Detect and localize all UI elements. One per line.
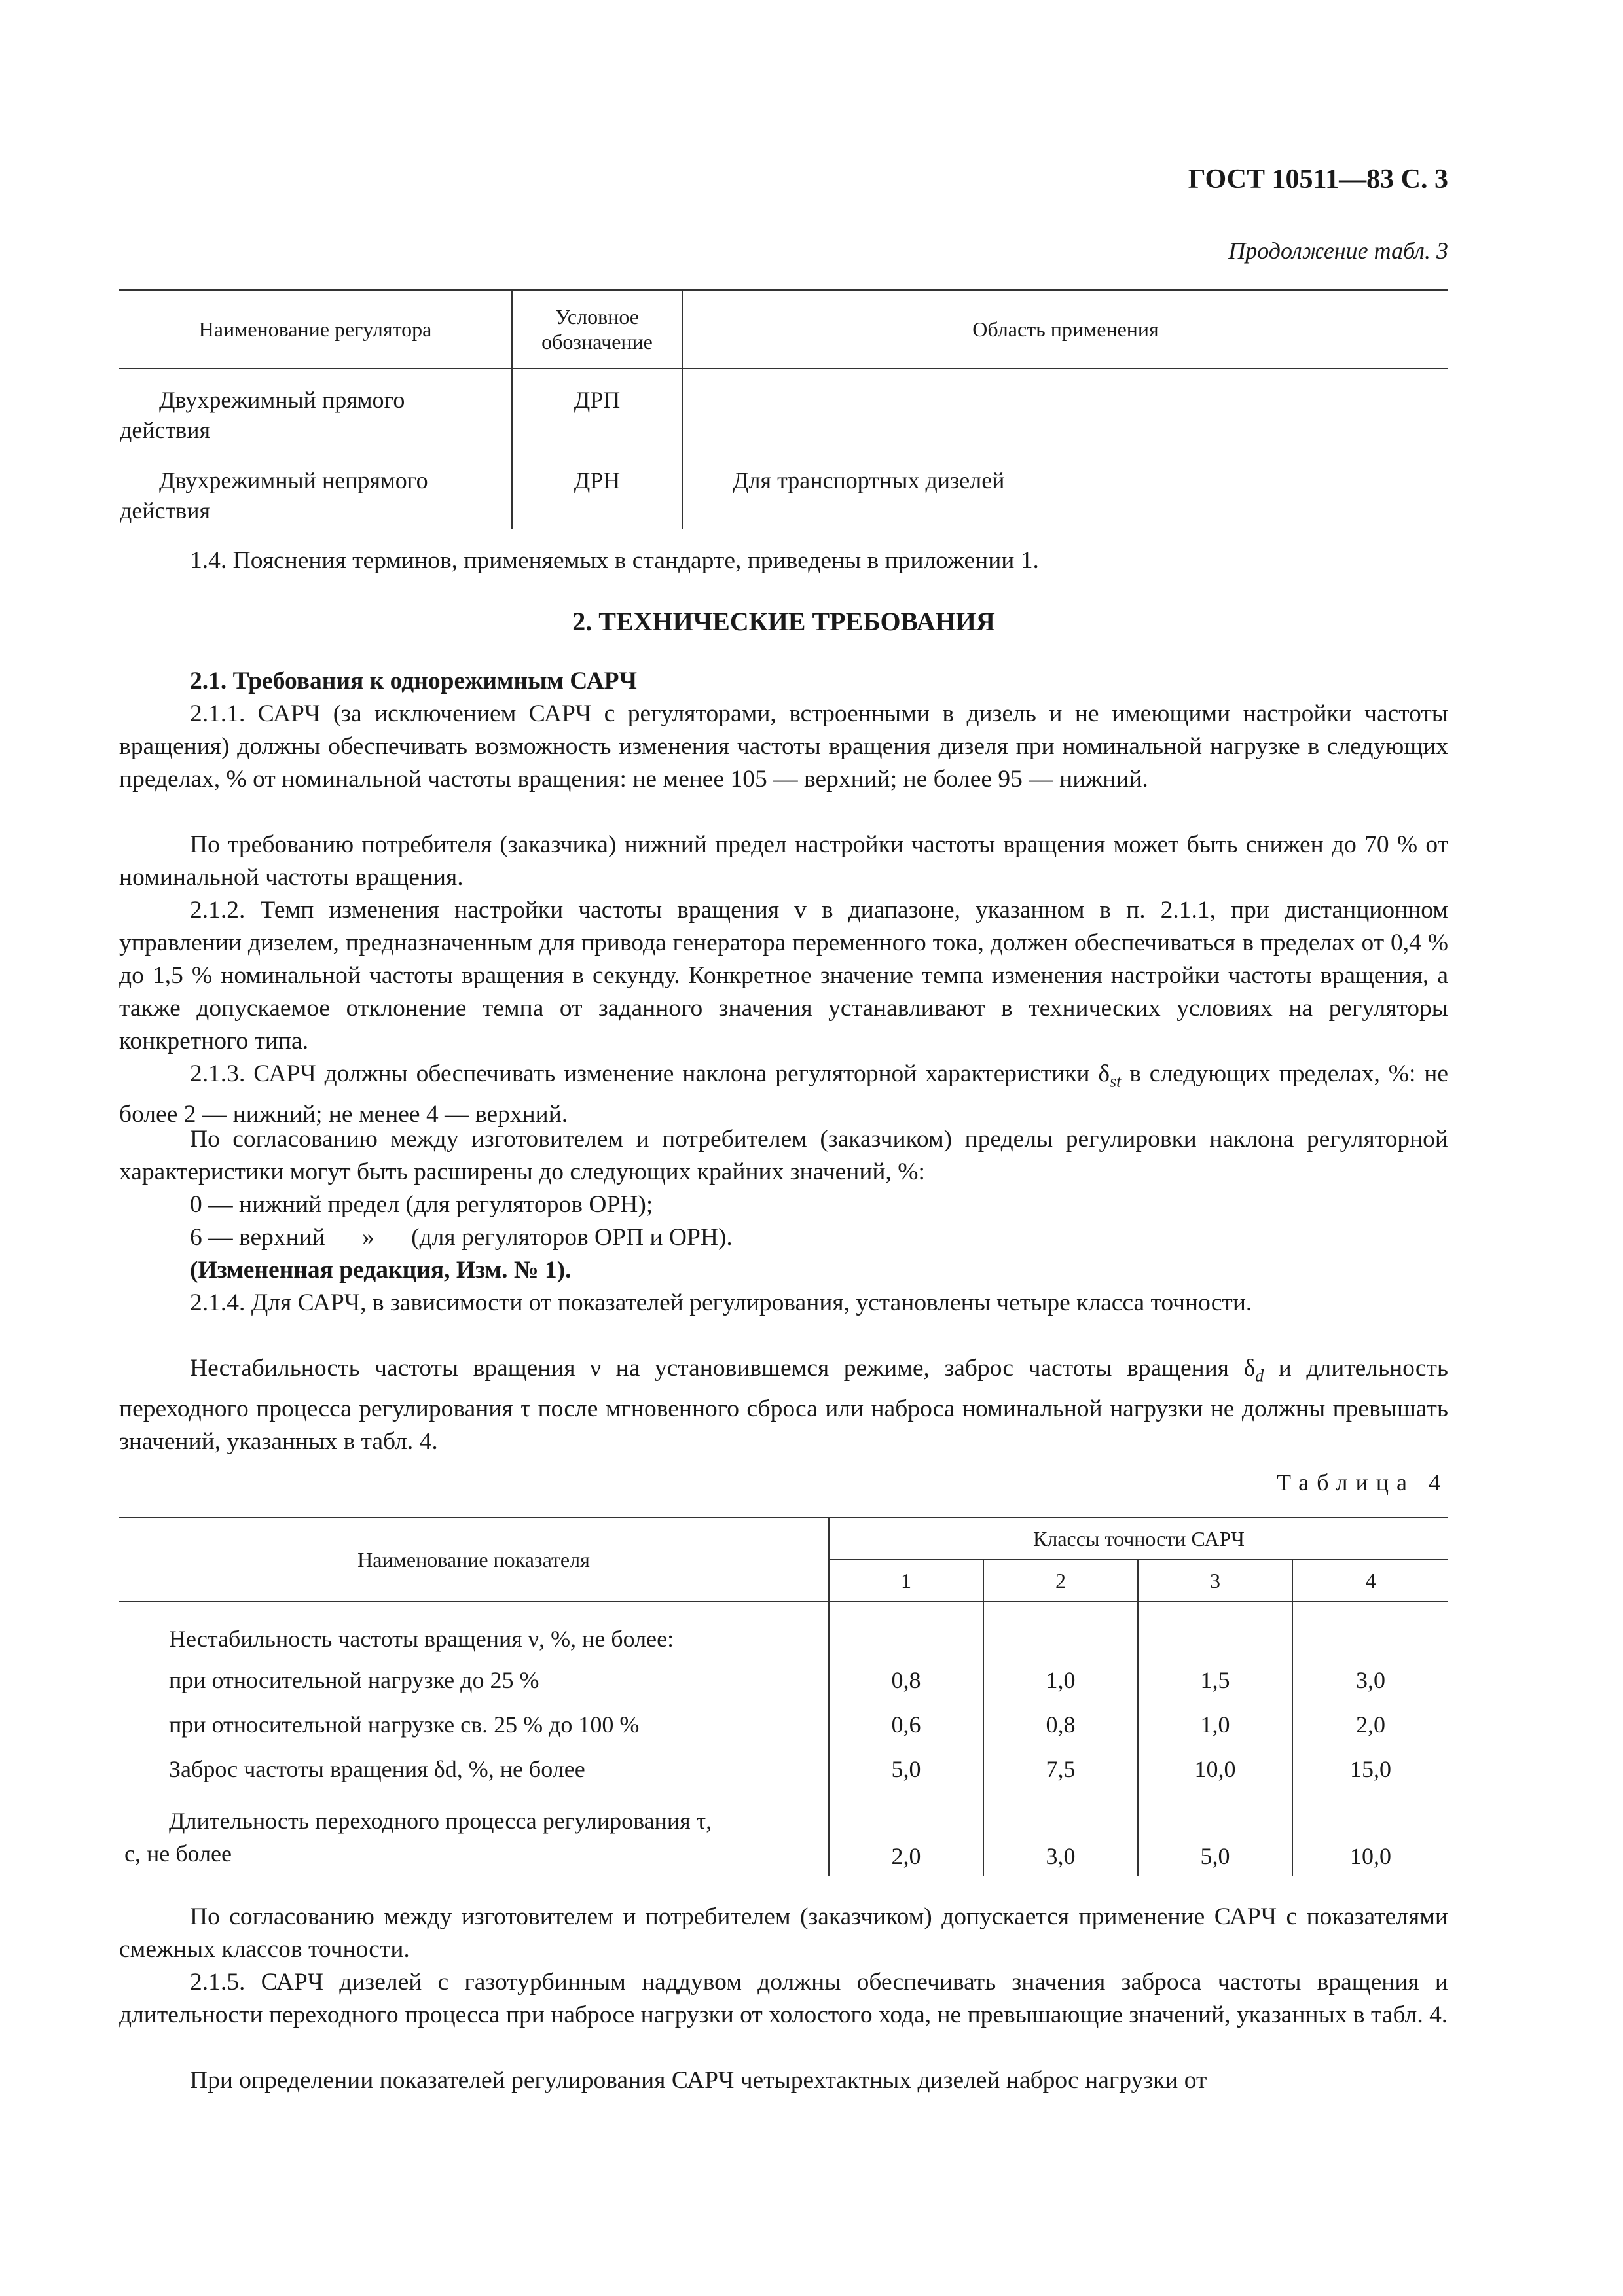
paragraph-2-1-4-b <box>119 1352 1448 1458</box>
t3-row2-name-line1: Двухрежимный непрямого <box>159 467 428 493</box>
table-4 <box>119 1517 1448 1876</box>
t3-row2-area: Для транспортных дизелей <box>733 467 1005 493</box>
t3-row2-name-line2: действия <box>120 497 211 524</box>
t3-row1-area <box>682 368 1448 446</box>
paragraph-2-1-3-d: 0 — нижний предел (для регуляторов ОРН); <box>190 1191 653 1218</box>
t3-row1-name-line2: действия <box>120 417 211 443</box>
t3-row2-name <box>119 446 512 529</box>
t4-row4-label-line1: Длительность переходного процесса регулирования τ, <box>169 1808 712 1834</box>
t4-class-4: 4 <box>1292 1560 1448 1602</box>
t4-row1-v3: 1,5 <box>1138 1658 1292 1702</box>
paragraph-2-1-3-c: По согласованию между изготовителем и потребителем (заказчиком) пределы регулировки наклона регуляторной характеристики могут быть расширены до следующих крайних значений, %: <box>119 1126 1448 1185</box>
amendment-note: (Измененная редакция, Изм. № 1). <box>190 1257 572 1283</box>
paragraph-2-1-5: 2.1.5. САРЧ дизелей с газотурбинным наддувом должны обеспечивать значения заброса частоты вращения и длительности переходного процесса при набросе нагрузки от холостого хода, не превышающие значений, указанных в табл. 4. <box>119 1969 1448 2028</box>
paragraph-last: При определении показателей регулирования САРЧ четырехтактных дизелей наброс нагрузки от <box>190 2067 1207 2094</box>
paragraph-2-1-1-b: По требованию потребителя (заказчика) нижний предел настройки частоты вращения может быть снижен до 70 % от номинальной частоты вращения. <box>119 831 1448 891</box>
t3-header-area: Область применения <box>682 290 1448 368</box>
t4-row1-label: при относительной нагрузке до 25 % <box>169 1667 539 1693</box>
t4-row3-v1: 5,0 <box>829 1747 983 1791</box>
paragraph-after-table-4: По согласованию между изготовителем и потребителем (заказчиком) допускается применение САРЧ с показателями смежных классов точности. <box>119 1903 1448 1963</box>
paragraph-2-1-3 <box>119 1058 1448 1131</box>
delta-st-subscript: st <box>1110 1071 1122 1091</box>
t4-class-2: 2 <box>983 1560 1138 1602</box>
t3-row2-code: ДРН <box>512 446 682 529</box>
t3-row1-code: ДРП <box>512 368 682 446</box>
t4-row4-v2: 3,0 <box>983 1791 1138 1876</box>
t4-row1-v4: 3,0 <box>1292 1658 1448 1702</box>
t3-header-code <box>512 290 682 368</box>
paragraph-2-1-3-part2: в следующих пределах, %: не более 2 — нижний; не менее 4 — верхний. <box>119 1060 1448 1128</box>
table-4-label: Таблица 4 <box>1277 1469 1448 1496</box>
t4-row4-label-line2: с, не более <box>124 1840 232 1867</box>
table-3 <box>119 289 1448 529</box>
t4-class-3: 3 <box>1138 1560 1292 1602</box>
t4-row4-v1: 2,0 <box>829 1791 983 1876</box>
t4-row3-v4: 15,0 <box>1292 1747 1448 1791</box>
paragraph-2-1-4-b-part2: и длительность переходного процесса регулирования τ после мгновенного сброса или наброса номинальной нагрузки не должны превышать значений, указанных в табл. 4. <box>119 1355 1448 1455</box>
section-heading-2: 2. ТЕХНИЧЕСКИЕ ТРЕБОВАНИЯ <box>572 607 995 636</box>
t4-header-name: Наименование показателя <box>119 1518 829 1602</box>
table-row <box>119 1747 1448 1791</box>
paragraph-1-4: 1.4. Пояснения терминов, применяемых в стандарте, приведены в приложении 1. <box>190 547 1039 574</box>
t4-class-1: 1 <box>829 1560 983 1602</box>
paragraph-2-1-1: 2.1.1. САРЧ (за исключением САРЧ с регуляторами, встроенными в дизель и не имеющими настройки частоты вращения) должны обеспечивать возможность изменения частоты вращения дизеля при номинальной нагрузке в следующих пределах, % от номинальной частоты вращения: не менее 105 — верхний; не более 95 — нижний. <box>119 700 1448 793</box>
paragraph-2-1-4: 2.1.4. Для САРЧ, в зависимости от показателей регулирования, установлены четыре класса точности. <box>190 1289 1252 1316</box>
t4-row1-v2: 1,0 <box>983 1658 1138 1702</box>
delta-d-subscript: d <box>1255 1366 1264 1386</box>
t4-row2-v1: 0,6 <box>829 1702 983 1747</box>
t4-row2-label: при относительной нагрузке св. 25 % до 100 % <box>169 1712 640 1738</box>
t4-row2-v3: 1,0 <box>1138 1702 1292 1747</box>
table-row <box>119 1658 1448 1702</box>
t4-row4-label <box>119 1791 829 1876</box>
t4-row3-v3: 10,0 <box>1138 1747 1292 1791</box>
t4-row4-v3: 5,0 <box>1138 1791 1292 1876</box>
paragraph-2-1-3-part1: 2.1.3. САРЧ должны обеспечивать изменение наклона регуляторной характеристики δ <box>190 1060 1110 1087</box>
t4-row1-v1: 0,8 <box>829 1658 983 1702</box>
t3-row1-name <box>119 368 512 446</box>
paragraph-2-1-2: 2.1.2. Темп изменения настройки частоты вращения v в диапазоне, указанном в п. 2.1.1, при дистанционном управлении дизелем, предназначенным для привода генератора переменного тока, должен обеспечиваться в пределах от 0,4 % до 1,5 % номинальной частоты вращения в секунду. Конкретное значение темпа изменения настройки частоты вращения, а также допускаемое отклонение темпа от заданного значения устанавливают в технических условиях на регуляторы конкретного типа. <box>119 897 1448 1054</box>
t3-row1-name-line1: Двухрежимный прямого <box>159 387 405 413</box>
t4-row3-label: Заброс частоты вращения δd, %, не более <box>169 1756 585 1782</box>
t3-header-code-line2: обозначение <box>541 330 653 353</box>
table-row <box>119 1791 1448 1876</box>
table-row <box>119 1702 1448 1747</box>
t3-header-code-line1: Условное <box>555 305 639 329</box>
document-reference: ГОСТ 10511—83 С. 3 <box>1188 164 1448 194</box>
t4-row2-v4: 2,0 <box>1292 1702 1448 1747</box>
table-continuation-caption: Продолжение табл. 3 <box>1228 238 1448 264</box>
paragraph-2-1-3-e: 6 — верхний » (для регуляторов ОРП и ОРН). <box>190 1224 733 1251</box>
t4-row2-v2: 0,8 <box>983 1702 1138 1747</box>
t3-header-name: Наименование регулятора <box>119 290 512 368</box>
t4-row4-v4: 10,0 <box>1292 1791 1448 1876</box>
t4-header-group: Классы точности САРЧ <box>829 1518 1448 1560</box>
t4-row3-v2: 7,5 <box>983 1747 1138 1791</box>
paragraph-2-1-4-b-part1: Нестабильность частоты вращения ν на установившемся режиме, заброс частоты вращения δ <box>190 1355 1256 1382</box>
t4-row-group-label: Нестабильность частоты вращения ν, %, не более: <box>169 1626 674 1652</box>
heading-2-1: 2.1. Требования к однорежимным САРЧ <box>190 668 638 694</box>
